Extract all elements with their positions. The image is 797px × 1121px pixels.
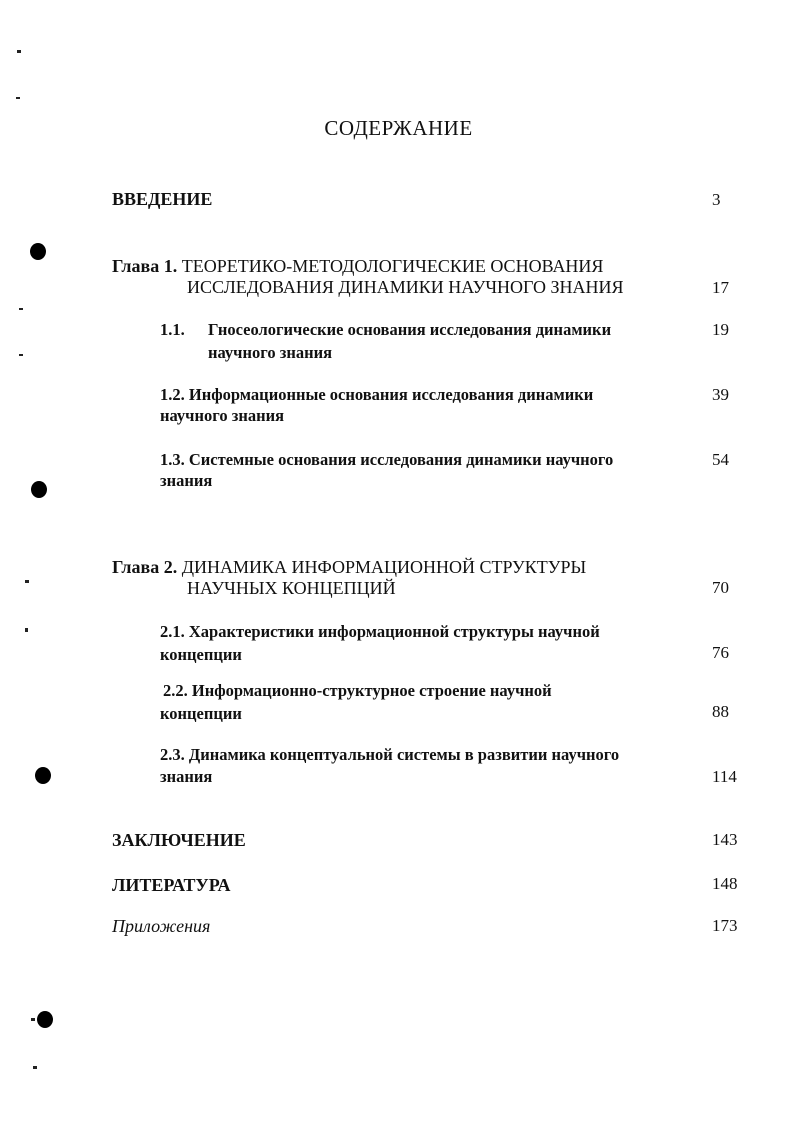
toc-entry-page: 54 — [712, 450, 729, 469]
section-title-line1: 1.2. Информационные основания исследования динамики — [160, 385, 594, 404]
toc-entry-page: 88 — [712, 702, 729, 721]
toc-entry-page: 143 — [712, 830, 738, 849]
chapter-title-line1: ТЕОРЕТИКО-МЕТОДОЛОГИЧЕСКИЕ ОСНОВАНИЯ — [181, 256, 604, 276]
toc-entry-label: ЗАКЛЮЧЕНИЕ — [112, 830, 246, 850]
toc-chapter-line — [112, 557, 586, 578]
toc-entry-page: 3 — [712, 190, 721, 209]
section-title-line1: 2.1. Характеристики информационной структуры научной — [160, 622, 600, 641]
scan-speck — [17, 50, 21, 53]
chapter-prefix: Глава 2. — [112, 557, 178, 577]
punch-hole — [30, 243, 46, 260]
scan-speck — [31, 1018, 35, 1021]
chapter-title-line2: НАУЧНЫХ КОНЦЕПЦИЙ — [187, 578, 396, 598]
scan-speck — [25, 628, 28, 632]
section-number: 1.1. — [160, 320, 185, 339]
toc-chapter-line — [112, 256, 603, 277]
chapter-title-line1: ДИНАМИКА ИНФОРМАЦИОННОЙ СТРУКТУРЫ — [181, 557, 587, 577]
toc-entry-page: 114 — [712, 767, 737, 786]
toc-entry-label: ВВЕДЕНИЕ — [112, 189, 213, 209]
punch-hole — [37, 1011, 53, 1028]
section-title-line1: Гносеологические основания исследования динамики — [208, 320, 612, 339]
page-title: СОДЕРЖАНИЕ — [324, 116, 473, 140]
toc-entry-page: 76 — [712, 643, 729, 662]
toc-entry-page: 70 — [712, 578, 729, 597]
punch-hole — [31, 481, 47, 498]
toc-entry-label: Приложения — [112, 916, 211, 936]
toc-entry-page: 39 — [712, 385, 729, 404]
scan-speck — [19, 308, 23, 310]
section-title-line2: концепции — [160, 704, 242, 723]
toc-entry-page: 148 — [712, 874, 738, 893]
chapter-prefix: Глава 1. — [112, 256, 178, 276]
toc-entry-label: ЛИТЕРАТУРА — [112, 875, 231, 895]
section-title-line2: знания — [160, 471, 213, 490]
toc-entry-page: 173 — [712, 916, 738, 935]
toc-entry-page: 17 — [712, 278, 729, 297]
section-title-line1: 1.3. Системные основания исследования динамики научного — [160, 450, 614, 469]
section-title-line2: научного знания — [160, 406, 285, 425]
chapter-title-line2: ИССЛЕДОВАНИЯ ДИНАМИКИ НАУЧНОГО ЗНАНИЯ — [187, 277, 624, 297]
section-title-line2: научного знания — [208, 343, 333, 362]
scan-speck — [16, 97, 20, 99]
section-title-line2: концепции — [160, 645, 242, 664]
section-title-line1: 2.3. Динамика концептуальной системы в развитии научного — [160, 745, 620, 764]
scan-speck — [25, 580, 29, 583]
punch-hole — [35, 767, 51, 784]
scan-speck — [19, 354, 23, 356]
toc-entry-page: 19 — [712, 320, 729, 339]
section-title-line1: 2.2. Информационно-структурное строение научной — [163, 681, 552, 700]
section-title-line2: знания — [160, 767, 213, 786]
scan-speck — [33, 1066, 37, 1069]
